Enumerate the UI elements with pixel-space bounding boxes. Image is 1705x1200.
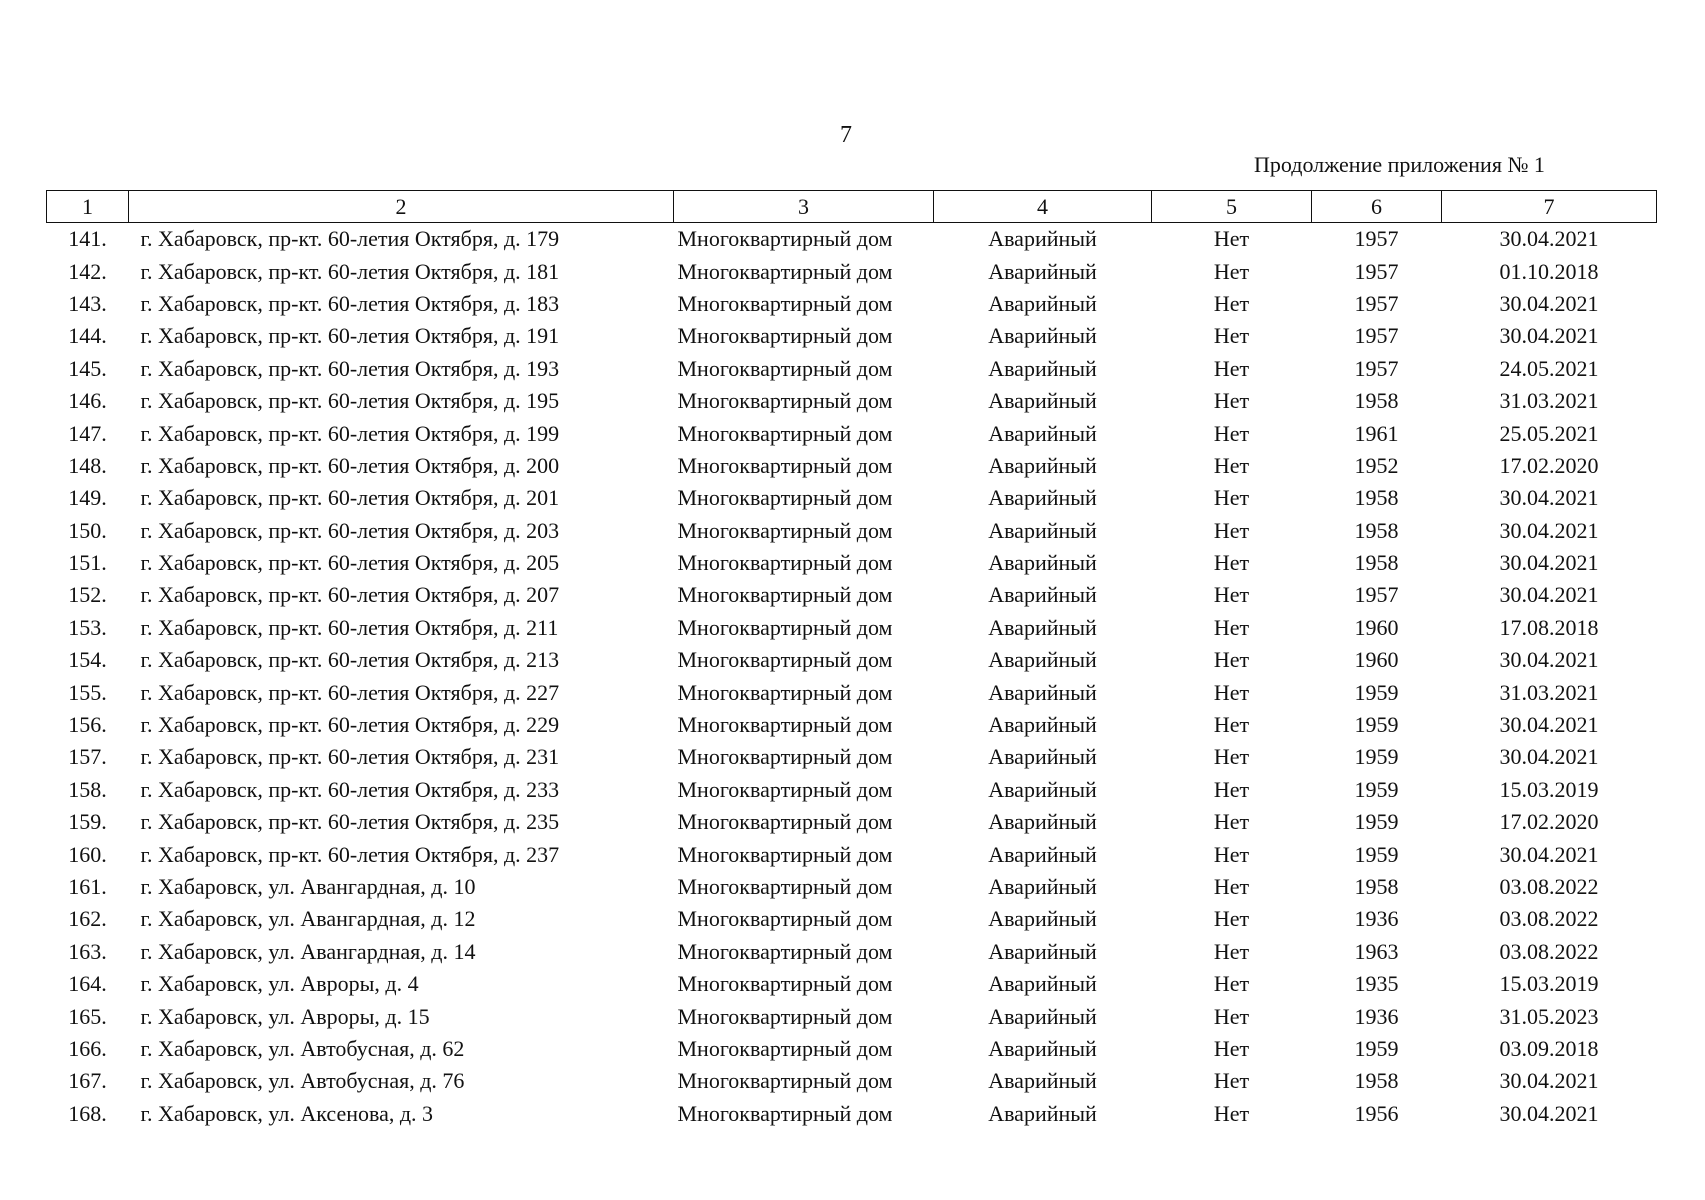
- flag-cell: Нет: [1213, 906, 1250, 932]
- flag-cell: Нет: [1213, 582, 1250, 608]
- year-cell: 1957: [1354, 226, 1399, 252]
- condition-cell: Аварийный: [988, 420, 1097, 446]
- date-cell: 30.04.2021: [1499, 841, 1599, 867]
- year-cell: 1936: [1354, 906, 1399, 932]
- date-cell: 31.03.2021: [1499, 388, 1599, 414]
- building-type-cell: Многоквартирный дом: [677, 679, 893, 705]
- condition-cell: Аварийный: [988, 971, 1097, 997]
- appendix-note: Продолжение приложения № 1: [1254, 152, 1545, 177]
- address-cell: г. Хабаровск, ул. Авангардная, д. 12: [140, 906, 476, 932]
- building-type-cell: Многоквартирный дом: [677, 290, 893, 316]
- flag-cell: Нет: [1213, 841, 1250, 867]
- date-cell: 30.04.2021: [1499, 323, 1599, 349]
- flag-cell: Нет: [1213, 258, 1250, 284]
- date-cell: 30.04.2021: [1499, 517, 1599, 543]
- flag-cell: Нет: [1213, 744, 1250, 770]
- table-row: [47, 547, 1657, 579]
- year-cell: 1957: [1354, 355, 1399, 381]
- table-row: [47, 223, 1657, 256]
- address-cell: г. Хабаровск, пр-кт. 60-летия Октября, д. 181: [140, 258, 560, 284]
- building-type-cell: Многоквартирный дом: [677, 938, 893, 964]
- row-number: 161.: [68, 874, 107, 899]
- building-type-cell: Многоквартирный дом: [677, 355, 893, 381]
- date-cell: 24.05.2021: [1499, 355, 1599, 381]
- row-number: 154.: [68, 647, 107, 673]
- flag-cell: Нет: [1213, 679, 1250, 705]
- condition-cell: Аварийный: [988, 582, 1097, 608]
- year-cell: 1957: [1354, 323, 1399, 349]
- building-type-cell: Многоквартирный дом: [677, 226, 893, 252]
- table-row: [47, 1098, 1657, 1130]
- table-row: [47, 1000, 1657, 1032]
- flag-cell: Нет: [1213, 323, 1250, 349]
- date-cell: 30.04.2021: [1499, 550, 1599, 576]
- building-type-cell: Многоквартирный дом: [677, 906, 893, 932]
- building-type-cell: Многоквартирный дом: [677, 1100, 893, 1126]
- column-header-6: 6: [1312, 191, 1442, 223]
- column-number-row: [47, 191, 1657, 223]
- address-cell: г. Хабаровск, пр-кт. 60-летия Октября, д. 205: [140, 550, 560, 576]
- date-cell: 30.04.2021: [1499, 647, 1599, 673]
- column-header-2: 2: [129, 191, 674, 223]
- year-cell: 1958: [1354, 874, 1399, 899]
- year-cell: 1957: [1354, 290, 1399, 316]
- condition-cell: Аварийный: [988, 938, 1097, 964]
- year-cell: 1959: [1354, 776, 1399, 802]
- table-row: [47, 612, 1657, 644]
- row-number: 160.: [68, 841, 107, 867]
- table-row: [47, 353, 1657, 385]
- address-cell: г. Хабаровск, ул. Авангардная, д. 10: [140, 874, 476, 899]
- year-cell: 1959: [1354, 712, 1399, 738]
- condition-cell: Аварийный: [988, 1003, 1097, 1029]
- building-type-cell: Многоквартирный дом: [677, 323, 893, 349]
- date-cell: 30.04.2021: [1499, 582, 1599, 608]
- date-cell: 03.08.2022: [1499, 938, 1599, 964]
- condition-cell: Аварийный: [988, 550, 1097, 576]
- row-number: 165.: [68, 1003, 107, 1029]
- row-number: 151.: [68, 550, 107, 576]
- year-cell: 1958: [1354, 485, 1399, 511]
- building-type-cell: Многоквартирный дом: [677, 971, 893, 997]
- condition-cell: Аварийный: [988, 647, 1097, 673]
- table-body: [47, 223, 1657, 1130]
- building-type-cell: Многоквартирный дом: [677, 420, 893, 446]
- address-cell: г. Хабаровск, пр-кт. 60-летия Октября, д. 227: [140, 679, 560, 705]
- year-cell: 1959: [1354, 744, 1399, 770]
- building-type-cell: Многоквартирный дом: [677, 452, 893, 478]
- building-type-cell: Многоквартирный дом: [677, 712, 893, 738]
- address-cell: г. Хабаровск, пр-кт. 60-летия Октября, д. 203: [140, 517, 560, 543]
- flag-cell: Нет: [1213, 226, 1250, 252]
- row-number: 142.: [68, 258, 107, 284]
- address-cell: г. Хабаровск, пр-кт. 60-летия Октября, д. 235: [140, 809, 560, 835]
- row-number: 143.: [68, 290, 107, 316]
- condition-cell: Аварийный: [988, 679, 1097, 705]
- building-type-cell: Многоквартирный дом: [677, 388, 893, 414]
- date-cell: 30.04.2021: [1499, 226, 1599, 252]
- table-row: [47, 838, 1657, 870]
- table-row: [47, 871, 1657, 903]
- table-row: [47, 482, 1657, 514]
- building-type-cell: Многоквартирный дом: [677, 582, 893, 608]
- condition-cell: Аварийный: [988, 258, 1097, 284]
- flag-cell: Нет: [1213, 1068, 1250, 1094]
- table-row: [47, 255, 1657, 287]
- condition-cell: Аварийный: [988, 323, 1097, 349]
- flag-cell: Нет: [1213, 1100, 1250, 1126]
- date-cell: 03.09.2018: [1499, 1035, 1599, 1061]
- address-cell: г. Хабаровск, ул. Авангардная, д. 14: [140, 938, 476, 964]
- date-cell: 25.05.2021: [1499, 420, 1599, 446]
- date-cell: 30.04.2021: [1499, 744, 1599, 770]
- address-cell: г. Хабаровск, ул. Авроры, д. 4: [140, 971, 419, 997]
- flag-cell: Нет: [1213, 1003, 1250, 1029]
- building-type-cell: Многоквартирный дом: [677, 809, 893, 835]
- table-row: [47, 1033, 1657, 1065]
- building-type-cell: Многоквартирный дом: [677, 1035, 893, 1061]
- condition-cell: Аварийный: [988, 712, 1097, 738]
- year-cell: 1960: [1354, 647, 1399, 673]
- building-type-cell: Многоквартирный дом: [677, 744, 893, 770]
- address-cell: г. Хабаровск, ул. Автобусная, д. 62: [140, 1035, 465, 1061]
- building-type-cell: Многоквартирный дом: [677, 841, 893, 867]
- year-cell: 1936: [1354, 1003, 1399, 1029]
- row-number: 153.: [68, 614, 107, 640]
- row-number: 155.: [68, 679, 107, 705]
- row-number: 145.: [68, 355, 107, 381]
- row-number: 168.: [68, 1100, 107, 1126]
- condition-cell: Аварийный: [988, 517, 1097, 543]
- column-header-3: 3: [674, 191, 934, 223]
- address-cell: г. Хабаровск, пр-кт. 60-летия Октября, д. 179: [140, 226, 560, 252]
- flag-cell: Нет: [1213, 485, 1250, 511]
- row-number: 147.: [68, 420, 107, 446]
- date-cell: 30.04.2021: [1499, 485, 1599, 511]
- flag-cell: Нет: [1213, 517, 1250, 543]
- year-cell: 1957: [1354, 258, 1399, 284]
- row-number: 150.: [68, 517, 107, 543]
- table-row: [47, 385, 1657, 417]
- table-header: [47, 191, 1657, 223]
- date-cell: 03.08.2022: [1499, 906, 1599, 932]
- row-number: 141.: [68, 226, 107, 252]
- flag-cell: Нет: [1213, 809, 1250, 835]
- condition-cell: Аварийный: [988, 874, 1097, 899]
- table-row: [47, 417, 1657, 449]
- row-number: 146.: [68, 388, 107, 414]
- flag-cell: Нет: [1213, 420, 1250, 446]
- table-row: [47, 774, 1657, 806]
- date-cell: 17.08.2018: [1499, 614, 1599, 640]
- address-cell: г. Хабаровск, пр-кт. 60-летия Октября, д. 200: [140, 452, 560, 478]
- flag-cell: Нет: [1213, 712, 1250, 738]
- table-row: [47, 288, 1657, 320]
- condition-cell: Аварийный: [988, 744, 1097, 770]
- table-row: [47, 515, 1657, 547]
- column-header-4: 4: [934, 191, 1152, 223]
- table-row: [47, 320, 1657, 352]
- date-cell: 17.02.2020: [1499, 452, 1599, 478]
- year-cell: 1935: [1354, 971, 1399, 997]
- date-cell: 01.10.2018: [1499, 258, 1599, 284]
- year-cell: 1959: [1354, 841, 1399, 867]
- date-cell: 30.04.2021: [1499, 712, 1599, 738]
- column-header-1: 1: [47, 191, 129, 223]
- condition-cell: Аварийный: [988, 776, 1097, 802]
- year-cell: 1958: [1354, 550, 1399, 576]
- flag-cell: Нет: [1213, 550, 1250, 576]
- address-cell: г. Хабаровск, пр-кт. 60-летия Октября, д. 195: [140, 388, 560, 414]
- table-row: [47, 579, 1657, 611]
- date-cell: 30.04.2021: [1499, 1100, 1599, 1126]
- row-number: 159.: [68, 809, 107, 835]
- building-type-cell: Многоквартирный дом: [677, 550, 893, 576]
- year-cell: 1959: [1354, 809, 1399, 835]
- row-number: 166.: [68, 1035, 107, 1061]
- date-cell: 15.03.2019: [1499, 971, 1599, 997]
- year-cell: 1963: [1354, 938, 1399, 964]
- housing-registry-table: [46, 190, 1657, 1130]
- date-cell: 03.08.2022: [1499, 874, 1599, 899]
- condition-cell: Аварийный: [988, 614, 1097, 640]
- row-number: 163.: [68, 938, 107, 964]
- table-row: [47, 806, 1657, 838]
- building-type-cell: Многоквартирный дом: [677, 1003, 893, 1029]
- flag-cell: Нет: [1213, 1035, 1250, 1061]
- row-number: 149.: [68, 485, 107, 511]
- table-row: [47, 709, 1657, 741]
- row-number: 164.: [68, 971, 107, 997]
- address-cell: г. Хабаровск, пр-кт. 60-летия Октября, д. 233: [140, 776, 560, 802]
- condition-cell: Аварийный: [988, 388, 1097, 414]
- flag-cell: Нет: [1213, 388, 1250, 414]
- address-cell: г. Хабаровск, пр-кт. 60-летия Октября, д. 183: [140, 290, 560, 316]
- table-row: [47, 644, 1657, 676]
- year-cell: 1957: [1354, 582, 1399, 608]
- year-cell: 1958: [1354, 517, 1399, 543]
- row-number: 162.: [68, 906, 107, 932]
- flag-cell: Нет: [1213, 647, 1250, 673]
- address-cell: г. Хабаровск, ул. Автобусная, д. 76: [140, 1068, 465, 1094]
- table-row: [47, 968, 1657, 1000]
- building-type-cell: Многоквартирный дом: [677, 517, 893, 543]
- row-number: 148.: [68, 452, 107, 478]
- date-cell: 31.03.2021: [1499, 679, 1599, 705]
- row-number: 144.: [68, 323, 107, 349]
- building-type-cell: Многоквартирный дом: [677, 1068, 893, 1094]
- year-cell: 1959: [1354, 1035, 1399, 1061]
- year-cell: 1956: [1354, 1100, 1399, 1126]
- table-row: [47, 741, 1657, 773]
- building-type-cell: Многоквартирный дом: [677, 776, 893, 802]
- address-cell: г. Хабаровск, пр-кт. 60-летия Октября, д. 213: [140, 647, 560, 673]
- condition-cell: Аварийный: [988, 226, 1097, 252]
- flag-cell: Нет: [1213, 452, 1250, 478]
- flag-cell: Нет: [1213, 355, 1250, 381]
- flag-cell: Нет: [1213, 971, 1250, 997]
- table-row: [47, 903, 1657, 935]
- flag-cell: Нет: [1213, 290, 1250, 316]
- address-cell: г. Хабаровск, пр-кт. 60-летия Октября, д. 193: [140, 355, 560, 381]
- year-cell: 1960: [1354, 614, 1399, 640]
- address-cell: г. Хабаровск, пр-кт. 60-летия Октября, д. 191: [140, 323, 560, 349]
- condition-cell: Аварийный: [988, 809, 1097, 835]
- table-row: [47, 676, 1657, 708]
- row-number: 167.: [68, 1068, 107, 1094]
- building-type-cell: Многоквартирный дом: [677, 874, 893, 899]
- condition-cell: Аварийный: [988, 1035, 1097, 1061]
- date-cell: 31.05.2023: [1499, 1003, 1599, 1029]
- condition-cell: Аварийный: [988, 355, 1097, 381]
- condition-cell: Аварийный: [988, 906, 1097, 932]
- condition-cell: Аварийный: [988, 1100, 1097, 1126]
- address-cell: г. Хабаровск, пр-кт. 60-летия Октября, д. 211: [140, 614, 559, 640]
- address-cell: г. Хабаровск, пр-кт. 60-летия Октября, д. 207: [140, 582, 560, 608]
- year-cell: 1958: [1354, 1068, 1399, 1094]
- condition-cell: Аварийный: [988, 841, 1097, 867]
- date-cell: 15.03.2019: [1499, 776, 1599, 802]
- year-cell: 1961: [1354, 420, 1399, 446]
- address-cell: г. Хабаровск, пр-кт. 60-летия Октября, д. 201: [140, 485, 560, 511]
- date-cell: 30.04.2021: [1499, 290, 1599, 316]
- building-type-cell: Многоквартирный дом: [677, 485, 893, 511]
- condition-cell: Аварийный: [988, 290, 1097, 316]
- table-row: [47, 450, 1657, 482]
- flag-cell: Нет: [1213, 776, 1250, 802]
- table-row: [47, 1065, 1657, 1097]
- condition-cell: Аварийный: [988, 1068, 1097, 1094]
- year-cell: 1952: [1354, 452, 1399, 478]
- address-cell: г. Хабаровск, ул. Авроры, д. 15: [140, 1003, 430, 1029]
- address-cell: г. Хабаровск, пр-кт. 60-летия Октября, д. 229: [140, 712, 560, 738]
- page-number: 7: [840, 122, 852, 148]
- column-header-7: 7: [1442, 191, 1657, 223]
- condition-cell: Аварийный: [988, 452, 1097, 478]
- row-number: 158.: [68, 776, 107, 802]
- building-type-cell: Многоквартирный дом: [677, 647, 893, 673]
- address-cell: г. Хабаровск, пр-кт. 60-летия Октября, д. 231: [140, 744, 560, 770]
- condition-cell: Аварийный: [988, 485, 1097, 511]
- address-cell: г. Хабаровск, пр-кт. 60-летия Октября, д. 237: [140, 841, 560, 867]
- row-number: 157.: [68, 744, 107, 770]
- date-cell: 30.04.2021: [1499, 1068, 1599, 1094]
- address-cell: г. Хабаровск, пр-кт. 60-летия Октября, д. 199: [140, 420, 560, 446]
- flag-cell: Нет: [1213, 614, 1250, 640]
- building-type-cell: Многоквартирный дом: [677, 614, 893, 640]
- flag-cell: Нет: [1213, 874, 1250, 899]
- column-header-5: 5: [1152, 191, 1312, 223]
- table-row: [47, 936, 1657, 968]
- address-cell: г. Хабаровск, ул. Аксенова, д. 3: [140, 1100, 434, 1126]
- year-cell: 1958: [1354, 388, 1399, 414]
- row-number: 156.: [68, 712, 107, 738]
- building-type-cell: Многоквартирный дом: [677, 258, 893, 284]
- date-cell: 17.02.2020: [1499, 809, 1599, 835]
- row-number: 152.: [68, 582, 107, 608]
- year-cell: 1959: [1354, 679, 1399, 705]
- flag-cell: Нет: [1213, 938, 1250, 964]
